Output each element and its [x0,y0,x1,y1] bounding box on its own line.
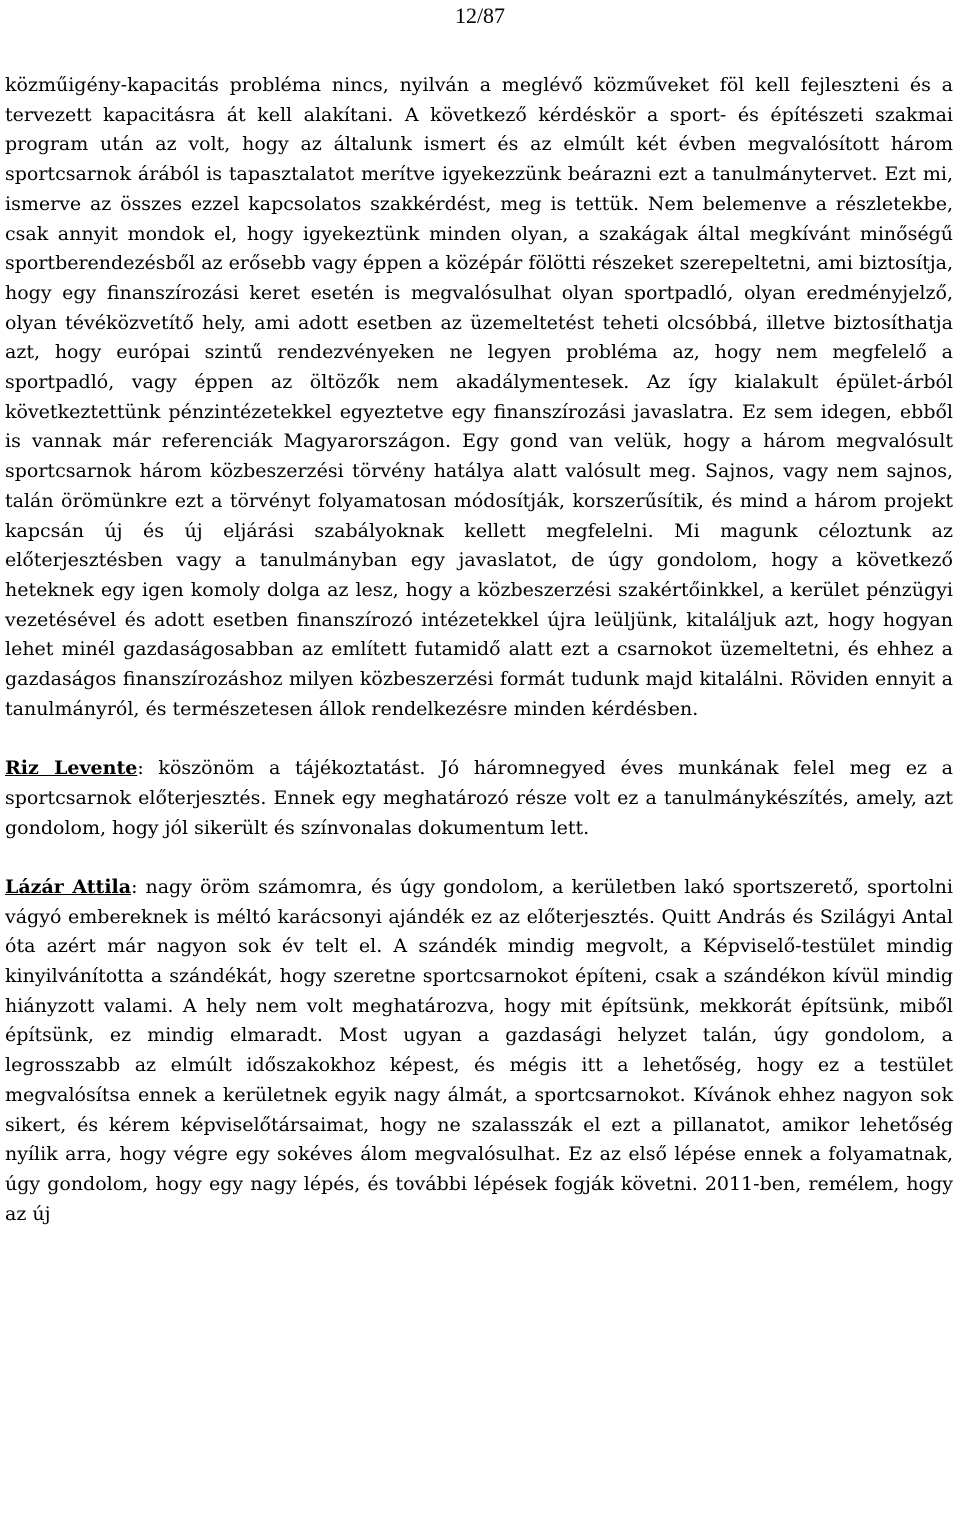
speaker-name: Lázár Attila [5,875,132,898]
speaker-name: Riz Levente [5,757,138,780]
paragraph-spacer [5,724,953,754]
paragraph-riz-levente [5,754,953,843]
paragraph-text: : köszönöm a tájékoztatást. Jó háromnegyed éves munkának felel meg ez a sportcsarnok előterjesztés. Ennek egy meghatározó része volt ez a tanulmánykészítés, amely, azt gondolom, hogy jól sikerült és színvonalas dokumentum lett. [5,757,953,839]
page-number: 12/87 [454,3,506,28]
paragraph-intro [5,71,953,724]
paragraph-spacer [5,843,953,873]
document-body [5,71,953,1229]
paragraph-text: közműigény-kapacitás probléma nincs, nyilván a meglévő közműveket föl kell fejleszteni és a tervezett kapacitásra át kell alakítani. A következő kérdéskör a sport- és építészeti szakmai program után az volt, hogy az általunk ismert és az elmúlt két évben megvalósított három sportcsarnok árából is tapasztalatot merítve igyekezzünk beárazni ezt a tanulmánytervet. Ezt mi, ismerve az összes ezzel kapcsolatos szakkérdést, meg is tettük. Nem belemenve a részletekbe, csak annyit mondok el, hogy igyekeztünk minden olyan, a szakágak által megkívánt minőségű sportberendezésből az erősebb vagy éppen a középár fölötti részeket szerepeltetni, ami biztosítja, hogy egy finanszírozási keret esetén is megvalósulhat olyan sportpadló, olyan eredményjelző, olyan tévéközvetítő hely, ami adott esetben az üzemeltetést teheti olcsóbbá, illetve biztosíthatja azt, hogy európai szintű rendezvényeken ne legyen probléma az, hogy nem megfelelő a sportpadló, vagy éppen az öltözők nem akadálymentesek. Az így kialakult épület-árból következtettünk pénzintézetekkel egyeztetve egy finanszírozási javaslatra. Ez sem idegen, ebből is vannak már referenciák Magyarországon. Egy gond van velük, hogy a három megvalósult sportcsarnok három közbeszerzési törvény hatálya alatt valósult meg. Sajnos, vagy nem sajnos, talán örömünkre ezt a törvényt folyamatosan módosítják, korszerűsítik, és mind a három projekt kapcsán új és új eljárási szabályoknak kellett megfelelni. Mi magunk céloztunk az előterjesztésben vagy a tanulmányban egy javaslatot, de úgy gondolom, hogy a következő heteknek egy igen komoly dolga az lesz, hogy a közbeszerzési szakértőinkkel, a kerület pénzügyi vezetésével és adott esetben finanszírozó intézetekkel újra leüljünk, kitaláljuk azt, hogy hogyan lehet minél gazdaságosabban az említett futamidő alatt ezt a csarnokot üzemeltetni, és ehhez a gazdaságos finanszírozáshoz milyen közbeszerzési formát tudunk majd kitalálni. Röviden ennyit a tanulmányról, és természetesen állok rendelkezésre minden kérdésben. [5,74,953,720]
paragraph-lazar-attila [5,873,953,1229]
paragraph-text: : nagy öröm számomra, és úgy gondolom, a kerületben lakó sportszerető, sportolni vágyó embereknek is méltó karácsonyi ajándék ez az előterjesztés. Quitt András és Szilágyi Antal óta azért már nagyon sok év telt el. A szándék mindig megvolt, a Képviselő-testület mindig kinyilvánította a szándékát, hogy szeretne sportcsarnokot építeni, csak a szándékon kívül mindig hiányzott valami. A hely nem volt meghatározva, hogy mit építsünk, mekkorát építsünk, miből építsünk, ez mindig elmaradt. Most ugyan a gazdasági helyzet talán, úgy gondolom, a legrosszabb az elmúlt időszakokhoz képest, és mégis itt a lehetőség, hogy ez a testület megvalósítsa ennek a kerületnek egyik nagy álmát, a sportcsarnokot. Kívánok ehhez nagyon sok sikert, és kérem képviselőtársaimat, hogy ne szalasszák el ezt a pillanatot, amikor lehetőség nyílik arra, hogy végre egy sokéves álom megvalósulhat. Ez az első lépése ennek a folyamatnak, úgy gondolom, hogy egy nagy lépés, és további lépések fogják követni. 2011-ben, remélem, hogy az új [5,875,953,1225]
